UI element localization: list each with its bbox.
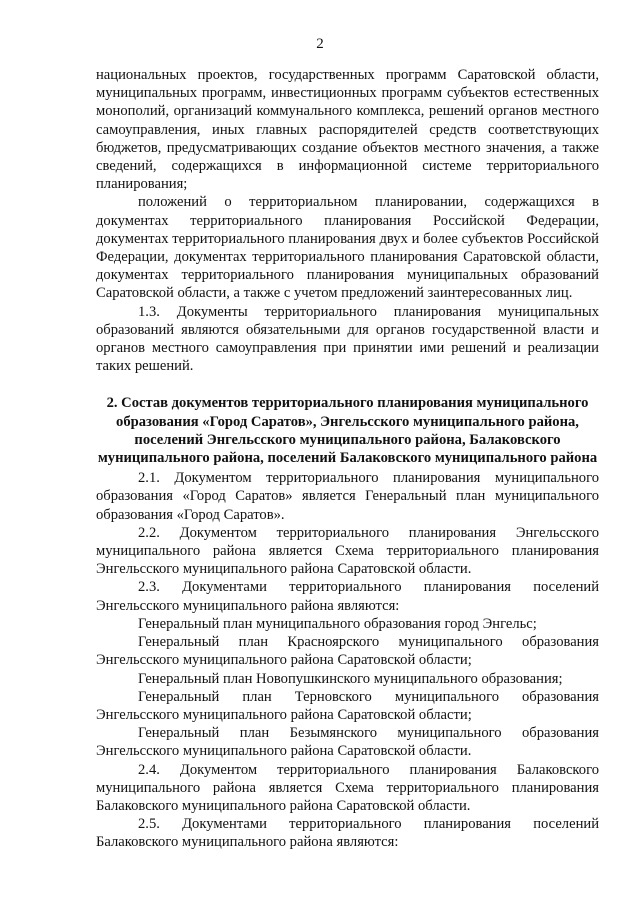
list-item-engels: Генеральный план муниципального образования город Энгельс;: [138, 615, 537, 632]
list-item-bezymyansk: Генеральный план Безымянского муниципального образования Энгельсского муниципального района Саратовской области.: [96, 725, 599, 760]
document-body: [96, 66, 599, 852]
paragraph-2-3: 2.3. Документами территориального планирования поселений Энгельсского муниципального района являются:: [96, 579, 599, 614]
paragraph-1-3: 1.3. Документы территориального планирования муниципальных образований являются обязательными для органов государственной власти и органов местного самоуправления при принятии ими решений и реализации таких решений.: [96, 303, 599, 375]
paragraph-2-2: 2.2. Документом территориального планирования Энгельсского муниципального района является Схема территориального планирования Энгельсского муниципального района Саратовской области.: [96, 524, 599, 578]
paragraph-2-5: 2.5. Документами территориального планирования поселений Балаковского муниципального района являются:: [96, 816, 599, 851]
list-item-ternovsk: Генеральный план Терновского муниципального образования Энгельсского муниципального района Саратовской области;: [96, 688, 599, 723]
paragraph-2-4: 2.4. Документом территориального планирования Балаковского муниципального района является Схема территориального планирования Балаковского муниципального района Саратовской области.: [96, 761, 599, 814]
list-item-novopushkinsk: Генеральный план Новопушкинского муниципального образования;: [138, 670, 563, 687]
section-heading-2: 2. Состав документов территориального планирования муниципального образования «Город Саратов», Энгельсского муниципального района, поселений Энгельсского муниципального района, Балаковского муниципального района, поселений Балаковского муниципального района: [97, 395, 598, 467]
paragraph-territorial-provisions: положений о территориальном планировании, содержащихся в документах территориального планирования Российской Федерации, документах территориального планирования двух и более субъектов Российской Федерации, документах территориального планирования Саратовской области, документах территориального планирования муниципальных образований Саратовской области, а также с учетом предложений заинтересованных лиц.: [96, 194, 599, 302]
paragraph-2-1: 2.1. Документом территориального планирования муниципального образования «Город Саратов» является Генеральный план муниципального образования «Город Саратов».: [96, 470, 599, 523]
list-item-krasnoyarsk: Генеральный план Красноярского муниципального образования Энгельсского муниципального района Саратовской области;: [96, 634, 599, 669]
paragraph-continuation: национальных проектов, государственных программ Саратовской области, муниципальных программ, инвестиционных программ субъектов естественных монополий, организаций коммунального комплекса, решений органов местного самоуправления, иных главных распорядителей средств соответствующих бюджетов, предусматривающих создание объектов местного значения, а также сведений, содержащихся в информационной системе территориального планирования;: [96, 67, 599, 193]
page-number: 2: [316, 36, 324, 52]
